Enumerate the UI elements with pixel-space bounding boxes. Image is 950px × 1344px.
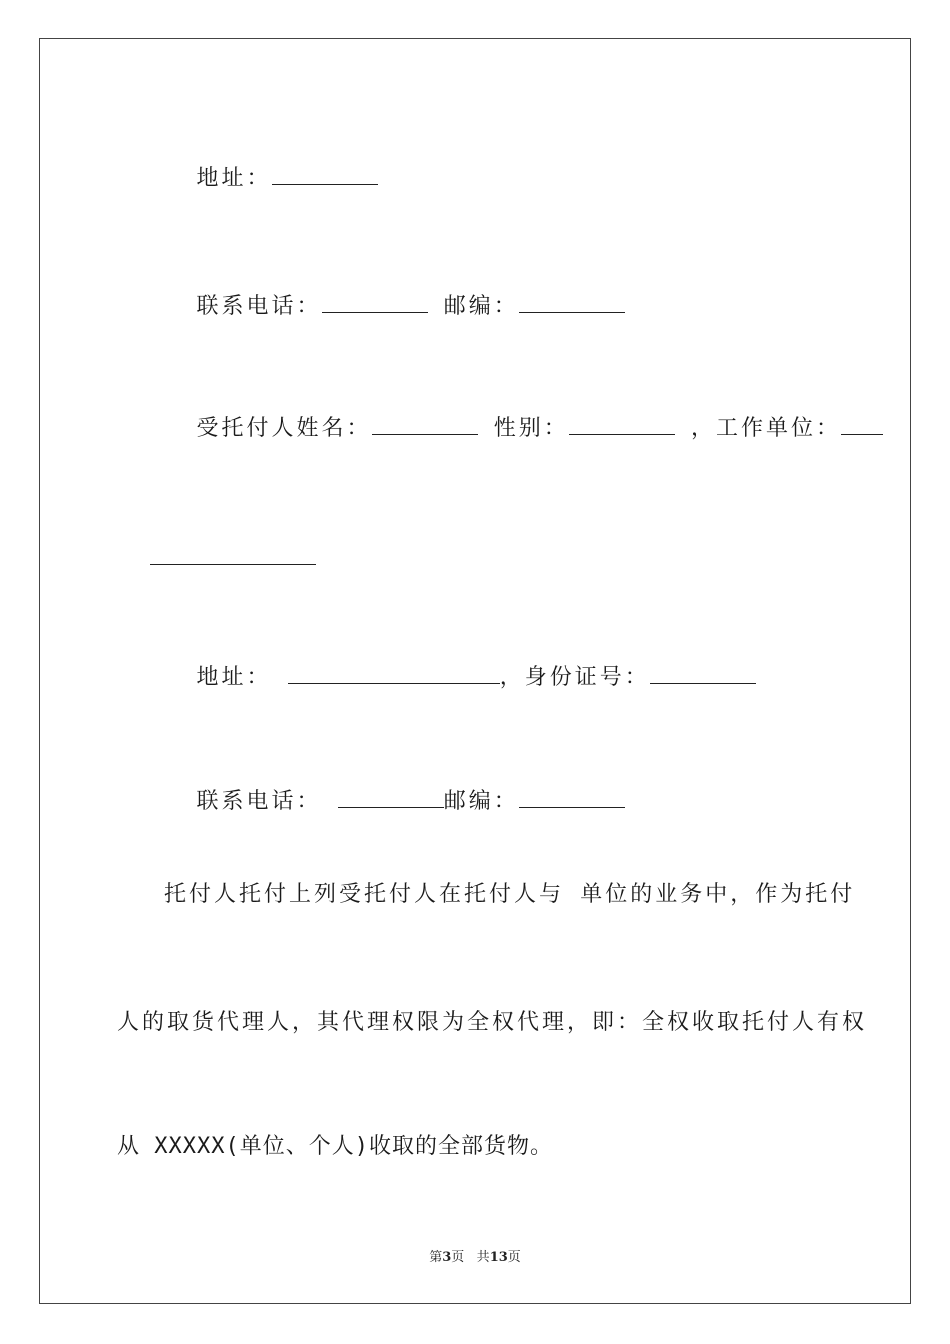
postcode-blank[interactable] (519, 292, 625, 313)
trustee-line (164, 384, 883, 444)
address-blank[interactable] (272, 164, 378, 185)
footer-page-number: 3 (442, 1250, 452, 1265)
phone-label-2: 联系电话： (196, 789, 322, 814)
page-footer (0, 1246, 950, 1265)
footer-total-number: 13 (489, 1250, 508, 1265)
address-label: 地址： (196, 166, 272, 191)
contact-line-1 (164, 262, 625, 322)
phone-blank-2[interactable] (338, 787, 444, 808)
trustee-name-blank[interactable] (372, 414, 478, 435)
work-unit-continuation (117, 514, 316, 574)
gender-blank[interactable] (569, 414, 675, 435)
work-unit-blank[interactable] (841, 414, 883, 435)
address-line-2 (164, 633, 756, 693)
footer-page-prefix: 第 (429, 1250, 443, 1265)
trustee-name-label: 受托付人姓名： (196, 416, 372, 441)
footer-total-suffix: 页 (507, 1250, 521, 1265)
work-unit-blank-cont[interactable] (150, 544, 316, 565)
gender-label: 性别： (493, 416, 569, 441)
phone-blank[interactable] (322, 292, 428, 313)
work-unit-label: ，工作单位： (691, 416, 842, 441)
contact-line-2 (164, 757, 625, 817)
footer-total-prefix: 共 (476, 1250, 490, 1265)
postcode-label: 邮编： (443, 294, 519, 319)
address-blank-2[interactable] (288, 663, 500, 684)
footer-page-suffix: 页 (451, 1250, 465, 1265)
id-number-blank[interactable] (650, 663, 756, 684)
postcode-label-2: 邮编： (443, 789, 519, 814)
address-label-2: 地址： (196, 665, 272, 690)
paragraph-line-3: 从 XXXXX(单位、个人)收取的全部货物。 (117, 1134, 553, 1159)
phone-label: 联系电话： (196, 294, 322, 319)
address-line-1 (164, 134, 378, 194)
id-number-label: ，身份证号： (499, 665, 650, 690)
paragraph-line-1: 托付人托付上列受托付人在托付人与 单位的业务中，作为托付 (164, 882, 856, 907)
postcode-blank-2[interactable] (519, 787, 625, 808)
paragraph-line-2: 人的取货代理人，其代理权限为全权代理，即：全权收取托付人有权 (117, 1010, 868, 1035)
